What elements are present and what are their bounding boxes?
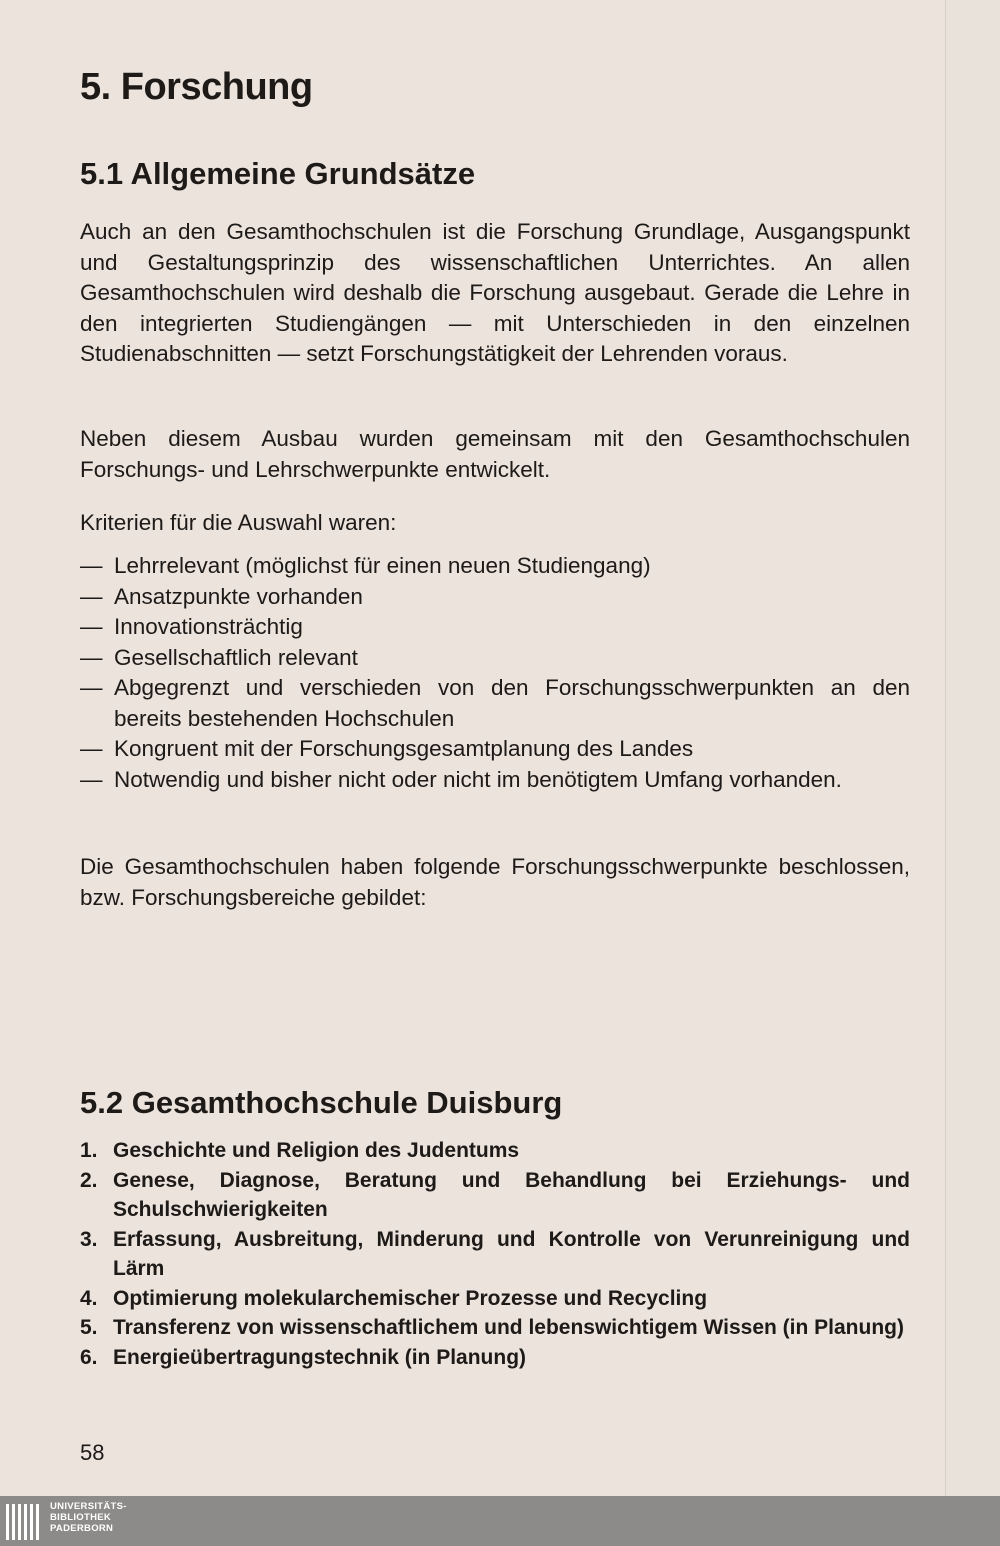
research-focus-list	[80, 1136, 910, 1372]
list-item: — Innovationsträchtig	[80, 614, 303, 639]
list-item: — Notwendig und bisher nicht oder nicht im benötigtem Umfang vorhanden.	[80, 766, 842, 792]
list-item: 6. Energieübertragungstechnik (in Planung)	[80, 1345, 527, 1369]
section-title: 5. Forschung	[80, 66, 313, 108]
list-item: — Gesellschaftlich relevant	[80, 644, 358, 670]
page-number: 58	[80, 1440, 105, 1465]
page-edge	[945, 0, 1000, 1496]
list-item: 3. Erfassung, Ausbreitung, Minderung und Kontrolle von Verunreinigung und Lärm	[80, 1227, 910, 1280]
list-item: — Kongruent mit der Forschungsgesamtplanung des Landes	[80, 736, 694, 761]
list-item: 5. Transferenz von wissenschaftlichem und lebenswichtigem Wissen (in Planung)	[80, 1316, 904, 1339]
paragraph-1: Auch an den Gesamthochschulen ist die Forschung Grundlage, Ausgangspunkt und Gestaltungsprinzip des wissenschaftlichen Unterrichtes. An allen Gesamthochschulen wird deshalb die Forschung ausgebaut. Gerade die Lehre in den integrierten Studiengängen — mit Unterschieden in den einzelnen Studienabschnitten — setzt Forschungstätigkeit der Lehrenden voraus.	[80, 219, 910, 366]
list-item: 2. Genese, Diagnose, Beratung und Behandlung bei Erziehungs- und Schulschwierigkeiten	[80, 1168, 910, 1221]
list-item: — Ansatzpunkte vorhanden	[80, 583, 363, 609]
library-footer	[0, 1496, 1000, 1546]
subsection-title-5-2: 5.2 Gesamthochschule Duisburg	[80, 1085, 563, 1120]
paragraph-3: Kriterien für die Auswahl waren:	[80, 510, 397, 535]
criteria-list	[80, 551, 910, 795]
list-item: 1. Geschichte und Religion des Judentums	[80, 1139, 520, 1162]
list-item: 4. Optimierung molekularchemischer Prozesse und Recycling	[80, 1286, 708, 1310]
library-logo-icon	[6, 1504, 42, 1540]
paragraph-4: Die Gesamthochschulen haben folgende Forschungsschwerpunkte beschlossen, bzw. Forschungsbereiche gebildet:	[80, 854, 910, 910]
paragraph-2: Neben diesem Ausbau wurden gemeinsam mit den Gesamthochschulen Forschungs- und Lehrschwerpunkte entwickelt.	[80, 426, 910, 482]
library-logo-text: UNIVERSITÄTS- BIBLIOTHEK PADERBORN	[50, 1501, 127, 1534]
subsection-title-5-1: 5.1 Allgemeine Grundsätze	[80, 156, 476, 191]
list-item: — Lehrrelevant (möglichst für einen neuen Studiengang)	[80, 553, 651, 578]
list-item: — Abgegrenzt und verschieden von den Forschungsschwerpunkten an den bereits bestehenden Hochschulen	[80, 675, 910, 731]
